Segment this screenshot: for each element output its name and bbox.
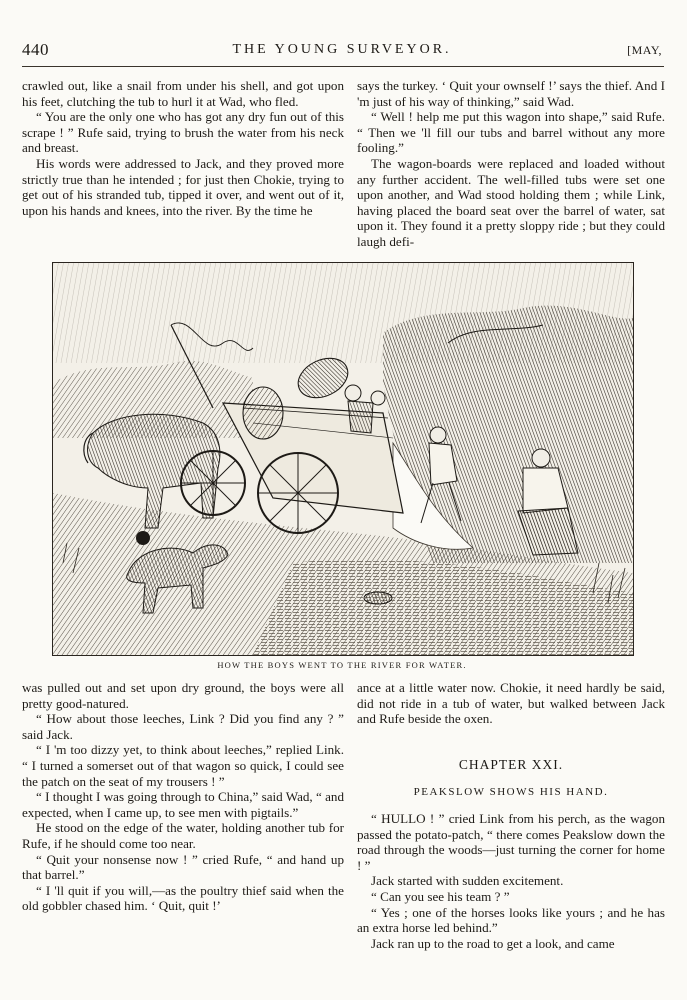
- running-month: [MAY,: [627, 43, 662, 57]
- paragraph: “ I 'll quit if you will,—as the poultry thief said when the old gobbler chased him. ‘ Quit, quit !’: [22, 882, 344, 914]
- engraving-drawing: [53, 263, 633, 655]
- illustration-caption: HOW THE BOYS WENT TO THE RIVER FOR WATER.: [217, 660, 467, 670]
- column-bottom-left: [22, 680, 344, 914]
- paragraph: “ You are the only one who has got any dry fun out of this scrape ! ” Rufe said, trying to brush the water from his neck and breast.: [22, 109, 344, 156]
- header-rule: [22, 66, 664, 67]
- page-number: 440: [22, 40, 49, 59]
- engraving-illustration: [52, 262, 634, 656]
- paragraph: The wagon-boards were replaced and loaded without any further accident. The well-filled tubs were set one upon another, and Wad stood holding them ; while Link, having placed the board seat over the barrel of water, sat upon it. They found it a pretty sloppy ride ; but they could laugh defi-: [357, 155, 665, 249]
- paragraph: Jack started with sudden excitement.: [371, 873, 564, 889]
- paragraph: ance at a little water now. Chokie, it need hardly be said, did not ride in a tub of water, but walked between Jack and Rufe beside the oxen.: [357, 680, 665, 727]
- paragraph: “ HULLO ! ” cried Link from his perch, as the wagon passed the potato-patch, “ there comes Peakslow down the road through the woods—just turning the corner for home ! ”: [357, 810, 665, 873]
- paragraph: “ I thought I was going through to China,” said Wad, “ and expected, when I came up, to see men with pigtails.”: [22, 789, 344, 820]
- running-head: [22, 40, 662, 62]
- paragraph: “ How about those leeches, Link ? Did you find any ? ” said Jack.: [22, 711, 344, 742]
- running-title: THE YOUNG SURVEYOR.: [232, 42, 452, 57]
- paragraph: “ Can you see his team ? ”: [371, 888, 510, 904]
- chapter-number: CHAPTER XXI.: [458, 756, 564, 772]
- column-top-right: [357, 78, 665, 250]
- column-bottom-right: [357, 680, 665, 951]
- paragraph: His words were addressed to Jack, and they proved more strictly true than he intended ; for just then Chokie, trying to get out of his stranded tub, tipped it over, and went out of it, upon his hands and knees, into the river. By the time he: [22, 155, 344, 218]
- paragraph: “ Yes ; one of the horses looks like yours ; and he has an extra horse led behind.”: [357, 904, 665, 936]
- column-top-left: [22, 78, 344, 218]
- paragraph: He stood on the edge of the water, holding another tub for Rufe, if he should come too near.: [22, 820, 344, 851]
- paragraph: “ I 'm too dizzy yet, to think about leeches,” replied Link. “ I turned a somerset out of that wagon so quick, I could see the patch on the seat of my trousers ! ”: [22, 742, 344, 789]
- paragraph: “ Well ! help me put this wagon into shape,” said Rufe. “ Then we 'll fill our tubs and barrel without any more fooling.”: [357, 109, 665, 156]
- paragraph: crawled out, like a snail from under his shell, and got upon his feet, clutching the tub to hurl it at Wad, who fled.: [22, 78, 344, 109]
- paragraph: says the turkey. ‘ Quit your ownself !’ says the thief. And I 'm just of his way of thinking,” said Wad.: [357, 78, 665, 109]
- chapter-title: PEAKSLOW SHOWS HIS HAND.: [413, 786, 609, 799]
- paragraph: was pulled out and set upon dry ground, the boys were all pretty good-natured.: [22, 680, 344, 711]
- paragraph: Jack ran up to the road to get a look, and came: [371, 935, 615, 951]
- paragraph: “ Quit your nonsense now ! ” cried Rufe, “ and hand up that barrel.”: [22, 851, 344, 883]
